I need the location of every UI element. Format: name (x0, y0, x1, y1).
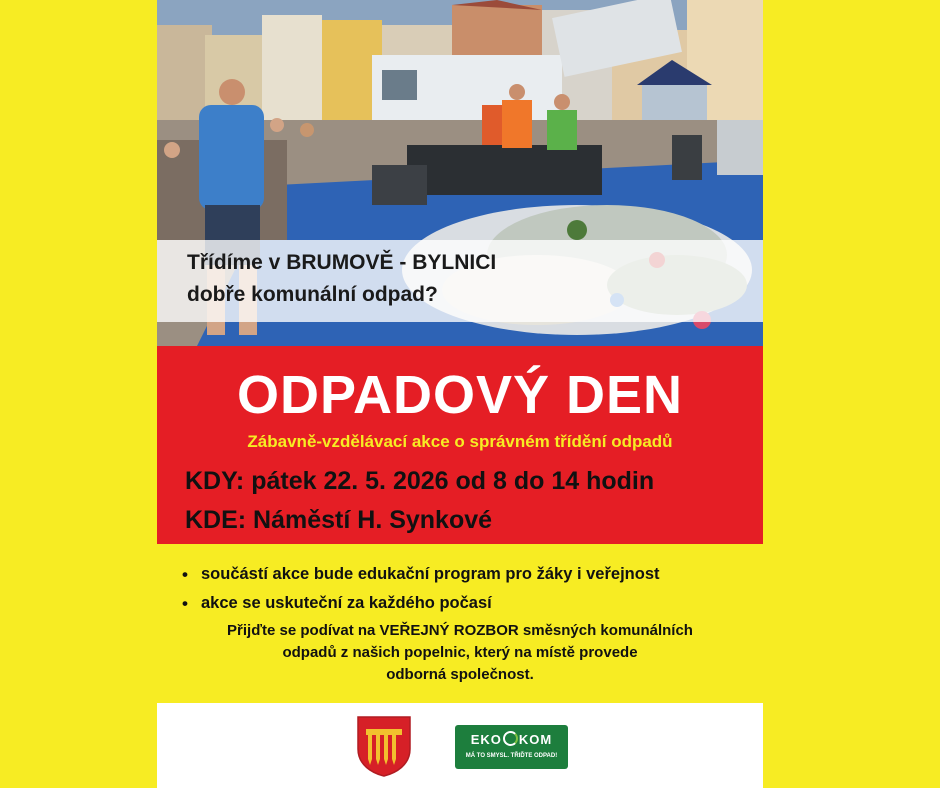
event-location: KDE: Náměstí H. Synkové (185, 506, 493, 534)
event-photo (157, 0, 763, 346)
info-bullet-list (179, 560, 660, 618)
recycle-swirl-icon (503, 731, 518, 746)
bullet-item: • součástí akce bude edukační program pro žáky i veřejnost (179, 560, 660, 589)
invitation-line-1: Přijďte se podívat na VEŘEJNÝ ROZBOR směsných komunálních (227, 622, 693, 639)
question-overlay (157, 240, 763, 322)
invitation-line-2: odpadů z našich popelnic, který na místě provede (282, 644, 638, 661)
event-date-time: KDY: pátek 22. 5. 2026 od 8 do 14 hodin (185, 467, 655, 495)
event-banner (157, 346, 763, 544)
event-poster (157, 0, 763, 788)
ekokom-slogan: MÁ TO SMYSL. TŘIĎTE ODPAD! (465, 753, 558, 759)
event-subtitle: Zábavně-vzdělávací akce o správném třídění odpadů (247, 432, 673, 451)
bullet-item: • akce se uskuteční za každého počasí (179, 589, 660, 618)
ekokom-name (455, 731, 568, 747)
ekokom-name-left: EKO (470, 732, 502, 747)
town-crest-icon (356, 715, 412, 777)
invitation-line-3: odborná společnost. (386, 666, 534, 683)
ekokom-name-right: KOM (518, 732, 553, 747)
question-line-1: Třídíme v BRUMOVĚ - BYLNICI (187, 251, 497, 274)
ekokom-logo (455, 725, 568, 769)
logo-footer (157, 703, 763, 788)
event-title: ODPADOVÝ DEN (236, 365, 684, 425)
question-line-2: dobře komunální odpad? (187, 283, 438, 306)
invitation-text (157, 620, 763, 686)
